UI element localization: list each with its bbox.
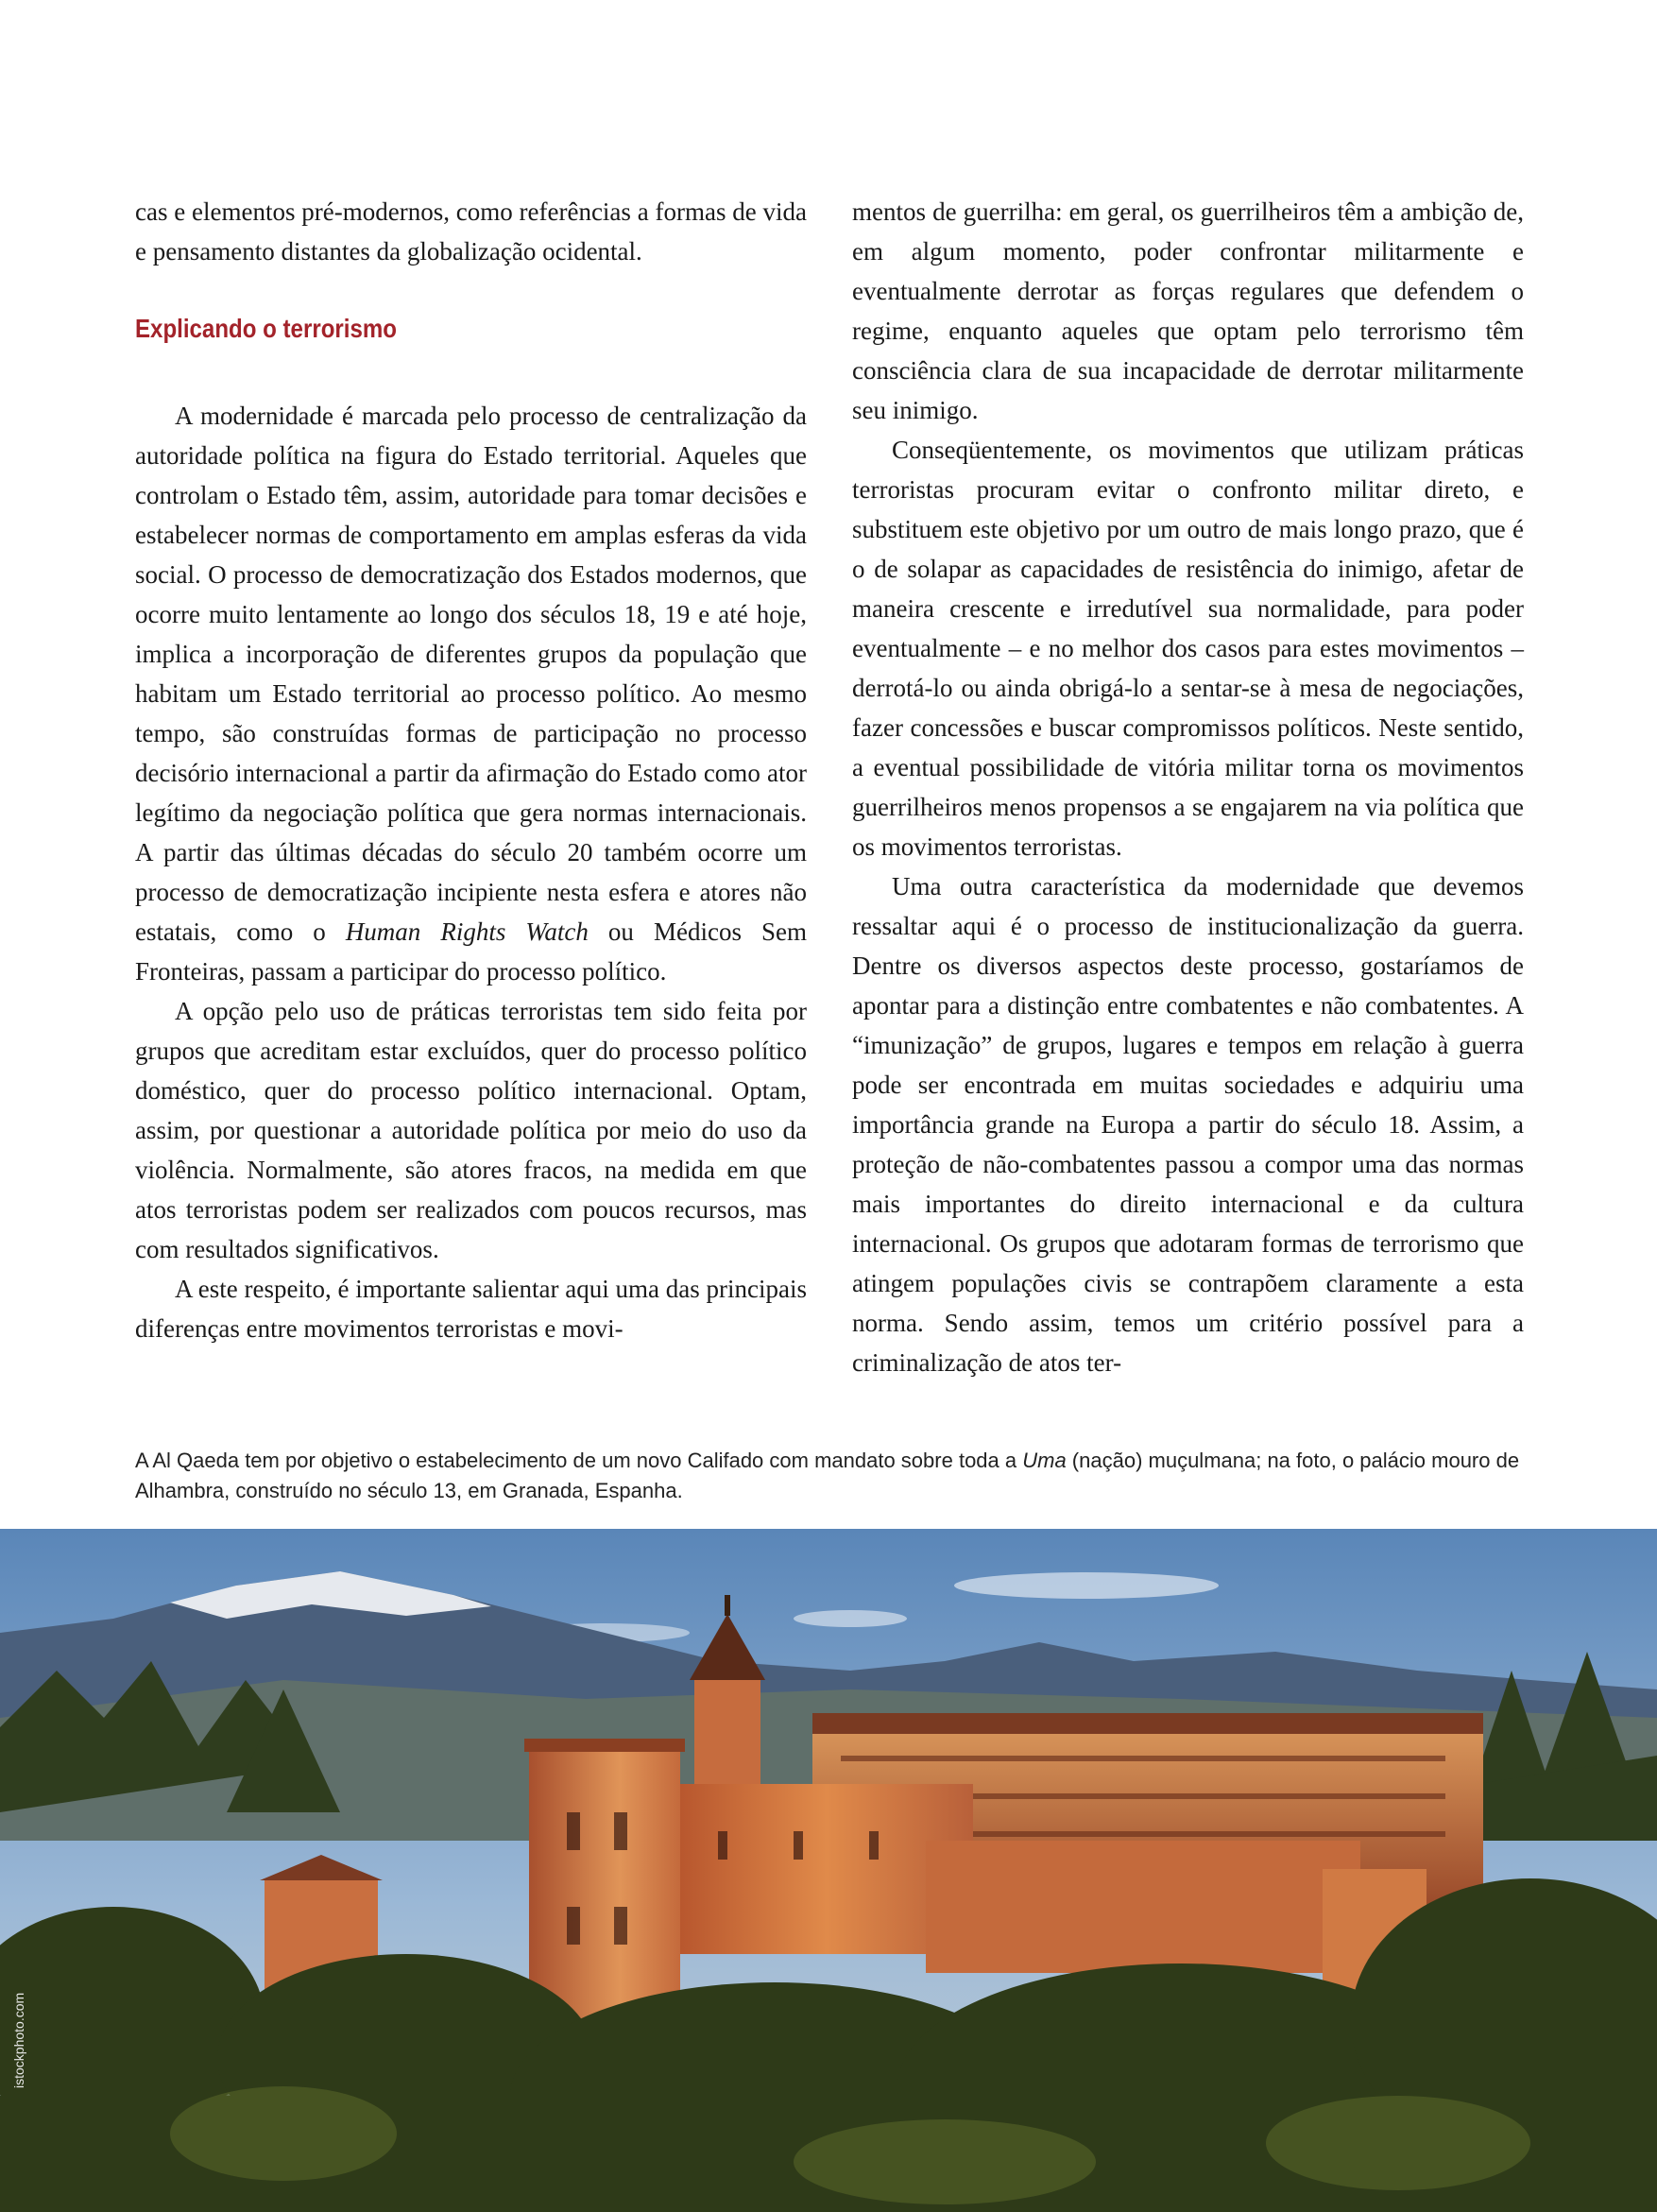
photo-credit: istockphoto.com xyxy=(11,1992,26,2088)
paragraph-consequentemente: Conseqüentemente, os movimentos que utilizam práticas terroristas procuram evitar o confronto militar direto, e substituem este objetivo por um outro de mais longo prazo, que é o de solapar as capacidades de resistência do inimigo, afetar de maneira crescente e irredutível sua normalidade, para poder eventualmente – e no melhor dos casos para estes movimentos – derrotá-lo ou ainda obrigá-lo a sentar-se à mesa de negociações, fazer concessões e buscar compromissos políticos. Neste sentido, a eventual possibilidade de vitória militar torna os movimentos guerrilheiros menos propensos a se engajarem na via política que os movimentos terroristas. xyxy=(852,436,1524,861)
paragraph-intro-end: cas e elementos pré-modernos, como referências a formas de vida e pensamento distantes da globalização ocidental. xyxy=(135,197,807,266)
paragraph-outra-caracteristica: Uma outra característica da modernidade que devemos ressaltar aqui é o processo de institucionalização da guerra. Dentre os diversos aspectos deste processo, gostaríamos de apontar para a distinção entre combatentes e não combatentes. A “imunização” de grupos, lugares e tempos em relação à guerra pode ser encontrada em muitas sociedades e adquiriu uma importância grande na Europa a partir do século 18. Assim, a proteção de não-combatentes passou a compor uma das normas mais importantes do direito internacional e da cultura internacional. Os grupos que adotaram formas de terrorismo que atingem populações civis se contrapõem claramente a esta norma. Sendo assim, temos um critério possível para a criminalização de atos ter- xyxy=(852,872,1524,1377)
caption-text-end: (nação) muçulmana; na foto, o palácio mouro de Alhambra, construído no século 13, em Granada, Espanha. xyxy=(135,1449,1520,1502)
paragraph-modernidade-end: ou Médicos Sem Fronteiras, passam a participar do processo político. xyxy=(135,917,807,986)
text-column-left xyxy=(135,192,807,1348)
caption-italic-term: Uma xyxy=(1022,1449,1067,1472)
alhambra-photo xyxy=(0,1529,1657,2212)
caption-text: A Al Qaeda tem por objetivo o estabelecimento de um novo Califado com mandato sobre toda a xyxy=(135,1449,1023,1472)
alhambra-palace-icon xyxy=(0,1529,1657,2212)
text-column-right xyxy=(852,192,1524,1382)
italic-organization-name: Human Rights Watch xyxy=(345,917,589,946)
section-heading: Explicando o terrorismo xyxy=(135,314,397,343)
paragraph-respeito: A este respeito, é importante salientar aqui uma das principais diferenças entre movimentos terroristas e movi- xyxy=(135,1275,807,1343)
paragraph-modernidade-text: A modernidade é marcada pelo processo de centralização da autoridade política na figura do Estado territorial. Aqueles que controlam o Estado têm, assim, autoridade para tomar decisões e estabelecer normas de comportamento em amplas esferas da vida social. O processo de democratização dos Estados modernos, que ocorre muito lentamente ao longo dos séculos 18, 19 e até hoje, implica a incorporação de diferentes grupos da população que habitam um Estado territorial ao processo político. Ao mesmo tempo, são construídas formas de participação no processo decisório internacional a partir da afirmação do Estado como ator legítimo da negociação política que gera normas internacionais. A partir das últimas décadas do século 20 também ocorre um processo de democratização incipiente nesta esfera e atores não estatais, como o xyxy=(135,402,807,946)
paragraph-guerrilha: mentos de guerrilha: em geral, os guerrilheiros têm a ambição de, em algum momento, poder confrontar militarmente e eventualmente derrotar as forças regulares que defendem o regime, enquanto aqueles que optam pelo terrorismo têm consciência clara de sua incapacidade de derrotar militarmente seu inimigo. xyxy=(852,197,1524,424)
photo-caption xyxy=(135,1446,1524,1506)
paragraph-opcao: A opção pelo uso de práticas terroristas tem sido feita por grupos que acreditam estar excluídos, quer do processo político doméstico, quer do processo político internacional. Optam, assim, por questionar a autoridade política por meio do uso da violência. Normalmente, são atores fracos, na medida em que atos terroristas podem ser realizados com poucos recursos, mas com resultados significativos. xyxy=(135,997,807,1263)
paragraph-modernidade xyxy=(135,396,807,991)
